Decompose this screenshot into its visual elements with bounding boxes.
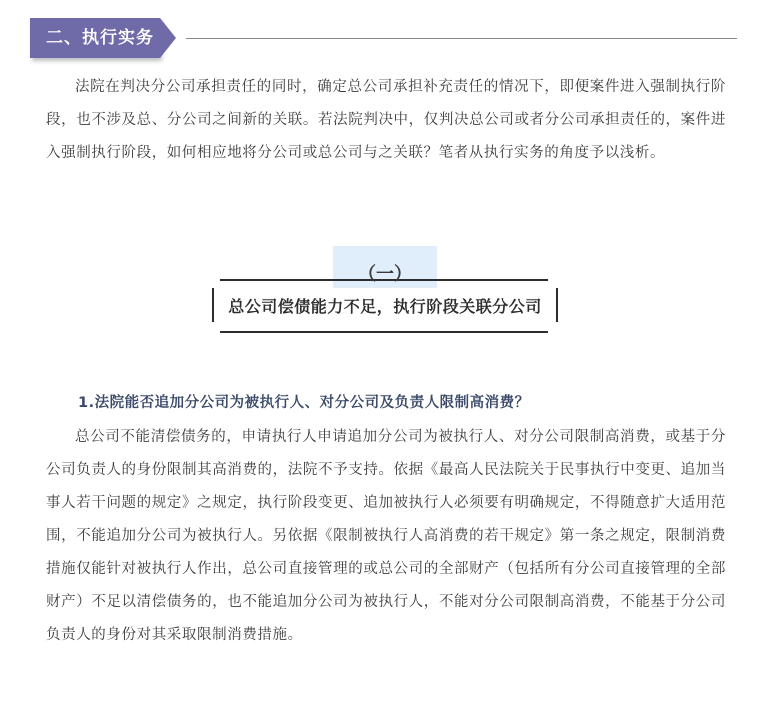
intro-paragraph: 法院在判决分公司承担责任的同时，确定总公司承担补充责任的情况下，即便案件进入强制执行阶段，也不涉及总、分公司之间新的关联。若法院判决中，仅判决总公司或者分公司承担责任的，案件进入强制执行阶段，如何相应地将分公司或总公司与之关联？笔者从执行实务的角度予以浅析。 <box>46 79 726 161</box>
subsection-number: （一） <box>358 264 412 285</box>
section-tag-arrow <box>160 18 176 58</box>
section-header <box>0 18 765 62</box>
subsection-heading <box>212 246 558 336</box>
subsection-bottom-rule <box>220 331 548 333</box>
section-label: 二、执行实务 <box>30 18 160 58</box>
answer-paragraph: 总公司不能清偿债务的，申请执行人申请追加分公司为被执行人、对分公司限制高消费，或基于分公司负责人的身份限制其高消费的，法院不予支持。依据《最高人民法院关于民事执行中变更、追加当事人若干问题的规定》之规定，执行阶段变更、追加被执行人必须要有明确规定，不得随意扩大适用范围，不能追加分公司为被执行人。另依据《限制被执行人高消费的若干规定》第一条之规定，限制消费措施仅能针对被执行人作出，总公司直接管理的或总公司的全部财产（包括所有分公司直接管理的全部财产）不足以清偿债务的，也不能追加分公司为被执行人，不能对分公司限制高消费，不能基于分公司负责人的身份对其采取限制消费措施。 <box>46 429 726 643</box>
section-divider <box>186 38 737 39</box>
question-heading: 1.法院能否追加分公司为被执行人、对分公司及负责人限制高消费？ <box>78 395 530 411</box>
subsection-title: 总公司偿债能力不足，执行阶段关联分公司 <box>228 297 542 316</box>
